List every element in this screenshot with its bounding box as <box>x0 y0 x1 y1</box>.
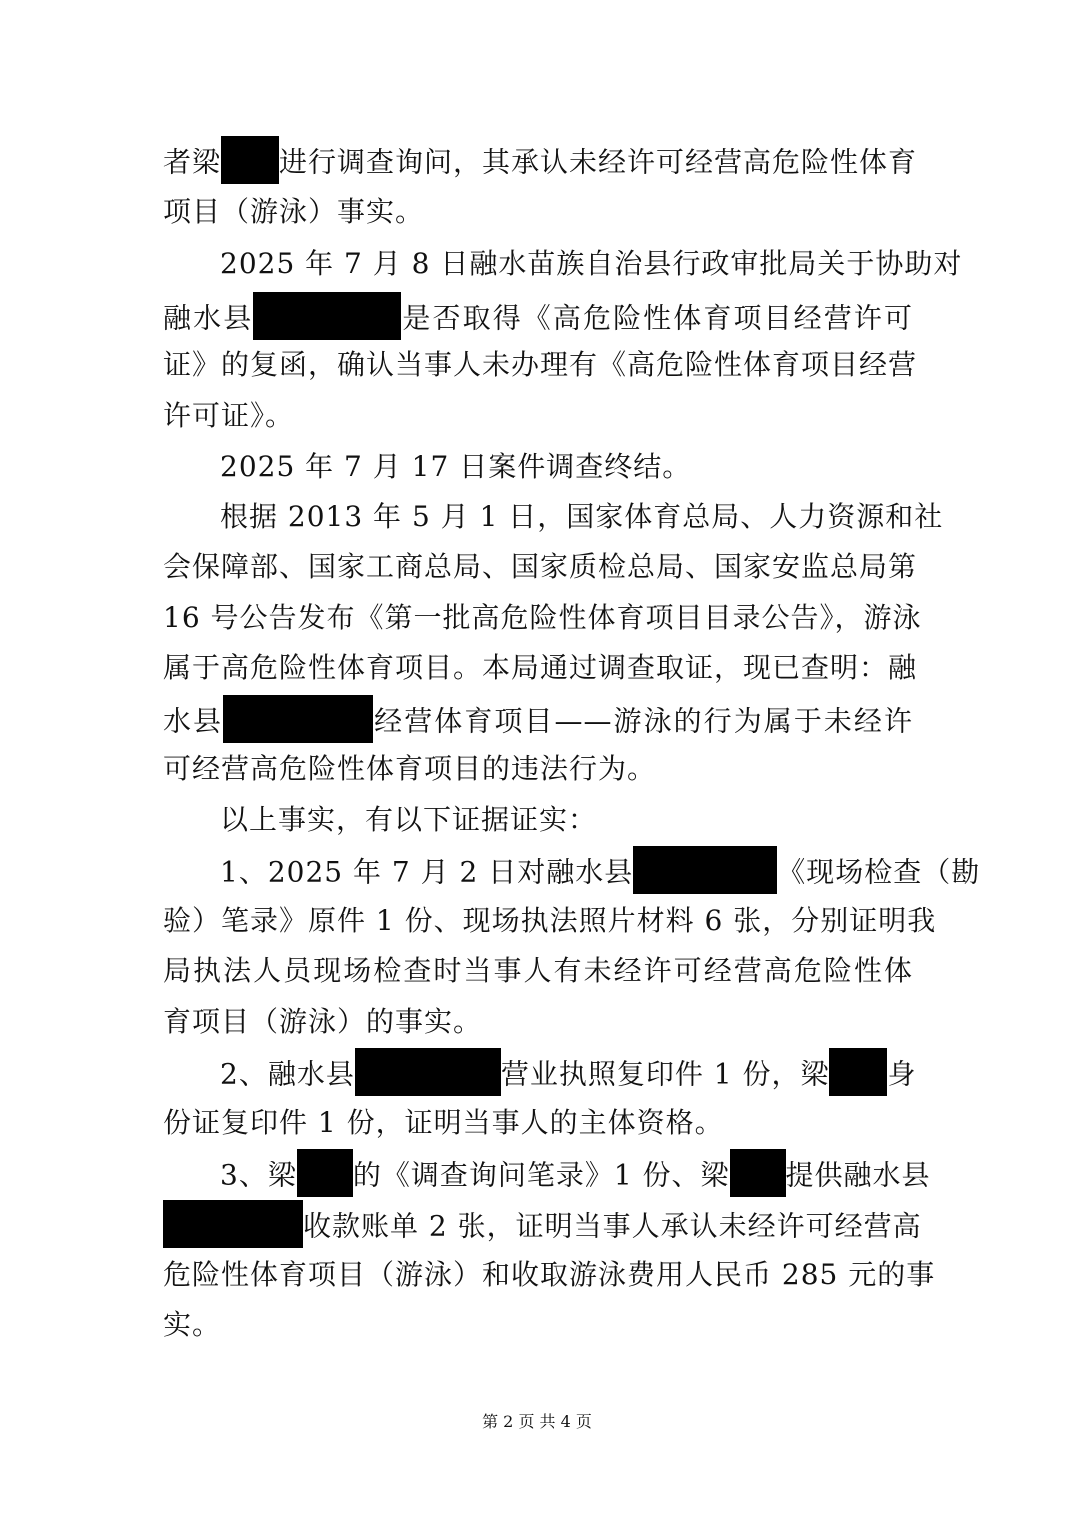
text-line <box>220 1153 931 1193</box>
text-line: 根据 2013 年 5 月 1 日，国家体育总局、人力资源和社 <box>220 500 944 533</box>
text-segment: 身 <box>887 1057 917 1091</box>
text-line: 育项目（游泳）的事实。 <box>163 1005 483 1038</box>
text-line <box>220 1052 917 1092</box>
text-segment: 水县 <box>163 704 224 738</box>
text-segment: 《现场检查（勘 <box>777 855 981 889</box>
text-segment: 进行调查询问，其承认未经许可经营高危险性体育 <box>279 145 918 179</box>
text-line <box>163 296 913 336</box>
redaction-block <box>253 292 401 340</box>
text-line: 16 号公告发布《第一批高危险性体育项目目录公告》，游泳 <box>163 601 922 634</box>
text-segment: 的《调查询问笔录》1 份、梁 <box>352 1158 730 1192</box>
redaction-block <box>297 1149 353 1197</box>
text-segment: 2、融水县 <box>220 1057 355 1091</box>
redaction-block <box>163 1200 303 1248</box>
text-line: 属于高危险性体育项目。本局通过调查取证，现已查明：融 <box>163 651 918 684</box>
text-segment: 融水县 <box>163 301 254 335</box>
text-segment: 经营体育项目——游泳的行为属于未经许 <box>373 704 913 738</box>
text-segment: 3、梁 <box>220 1158 297 1192</box>
text-line: 许可证》。 <box>163 399 295 432</box>
text-line <box>163 140 918 180</box>
text-line: 实。 <box>163 1308 222 1341</box>
text-line: 2025 年 7 月 8 日融水苗族自治县行政审批局关于协助对 <box>220 247 963 280</box>
text-line <box>163 699 913 739</box>
text-line: 验）笔录》原件 1 份、现场执法照片材料 6 张，分别证明我 <box>163 904 937 937</box>
text-line <box>163 1204 922 1244</box>
redaction-block <box>355 1048 501 1096</box>
text-line: 危险性体育项目（游泳）和收取游泳费用人民币 285 元的事 <box>163 1258 936 1291</box>
text-line: 以上事实，有以下证据证实： <box>220 803 598 836</box>
text-segment: 是否取得《高危险性体育项目经营许可 <box>401 301 913 335</box>
redaction-block <box>223 695 373 743</box>
text-line: 局执法人员现场检查时当事人有未经许可经营高危险性体 <box>163 954 913 987</box>
redaction-block <box>633 846 777 894</box>
text-segment: 1、2025 年 7 月 2 日对融水县 <box>220 855 634 889</box>
text-segment: 收款账单 2 张，证明当事人承认未经许可经营高 <box>303 1209 922 1243</box>
text-line: 会保障部、国家工商总局、国家质检总局、国家安监总局第 <box>163 550 918 583</box>
text-line: 证》的复函，确认当事人未办理有《高危险性体育项目经营 <box>163 348 918 381</box>
redaction-block <box>221 136 279 184</box>
text-segment: 者梁 <box>163 145 222 179</box>
text-line: 可经营高危险性体育项目的违法行为。 <box>163 752 657 785</box>
redaction-block <box>829 1048 887 1096</box>
text-line <box>220 850 981 890</box>
text-segment: 营业执照复印件 1 份，梁 <box>500 1057 830 1091</box>
redaction-block <box>730 1149 786 1197</box>
text-segment: 提供融水县 <box>785 1158 931 1192</box>
page-number: 第 2 页 共 4 页 <box>482 1412 592 1431</box>
text-line: 项目（游泳）事实。 <box>163 195 425 228</box>
text-line: 2025 年 7 月 17 日案件调查终结。 <box>220 450 692 483</box>
text-line: 份证复印件 1 份，证明当事人的主体资格。 <box>163 1106 724 1139</box>
